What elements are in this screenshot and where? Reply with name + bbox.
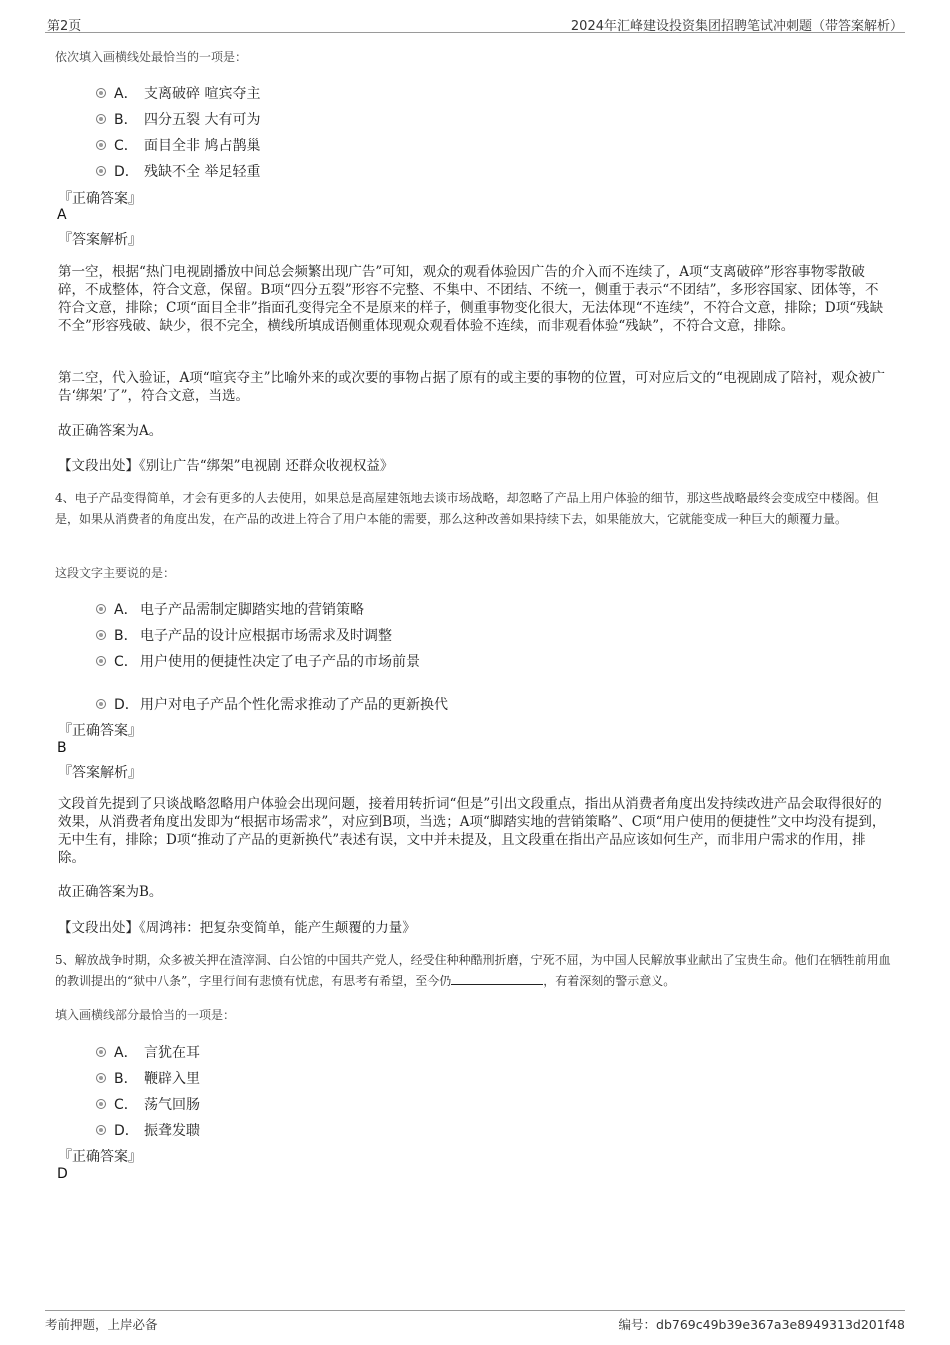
q3-answer-label: 『正确答案』 xyxy=(58,191,142,207)
option-key: C． xyxy=(114,1097,138,1113)
option-key: C． xyxy=(114,138,138,154)
document-code-label: 编号： xyxy=(618,1317,657,1332)
option-text: 残缺不全 举足轻重 xyxy=(144,164,261,180)
page-number: 第2页 xyxy=(47,19,82,34)
option-text: 鞭辟入里 xyxy=(144,1071,200,1087)
q5-stem xyxy=(55,950,897,992)
radio-button-icon[interactable] xyxy=(96,604,106,614)
fill-in-blank xyxy=(451,972,543,985)
q5-prompt: 填入画横线部分最恰当的一项是： xyxy=(55,1008,236,1022)
option-text: 电子产品的设计应根据市场需求及时调整 xyxy=(140,628,392,644)
radio-button-icon[interactable] xyxy=(96,114,106,124)
q3-analysis-label: 『答案解析』 xyxy=(58,232,142,248)
q5-answer-label: 『正确答案』 xyxy=(58,1149,142,1165)
q3-analysis-paragraph-1: 第一空，根据“热门电视剧播放中间总会频繁出现广告”可知，观众的观看体验因广告的介入而不连续了，A项“支离破碎”形容事物零散破碎，不成整体，符合文意，保留。B项“四分五裂”形容不完整、不集中、不团结、不统一，侧重于表示“不团结”，多形容国家、团体等，不符合文意，排除；C项“面目全非”指面孔变得完全不是原来的样子，侧重事物变化很大，无法体现“不连续”，不符合文意，排除；D项“残缺不全”形容残破、缺少，很不完全，横线所填成语侧重体现观众观看体验不连续，而非观看体验“残缺”，不符合文意，排除。 xyxy=(58,264,884,334)
option-key: D． xyxy=(114,164,139,180)
q3-source: 【文段出处】《别让广告“绑架”电视剧 还群众收视权益》 xyxy=(58,458,394,474)
radio-button-icon[interactable] xyxy=(96,1047,106,1057)
option-text: 四分五裂 大有可为 xyxy=(144,112,261,128)
option-key: B． xyxy=(114,1071,138,1087)
q4-analysis-label: 『答案解析』 xyxy=(58,765,142,781)
q5-stem-before-blank: 5、解放战争时期，众多被关押在渣滓洞、白公馆的中国共产党人，经受住种种酷刑折磨，宁死不屈，为中国人民解放事业献出了宝贵生命。他们在牺牲前用血的教训提出的“狱中八条”，字里行间有悲愤有忧虑，有思考有希望，至今仍 xyxy=(55,953,891,988)
radio-button-icon[interactable] xyxy=(96,656,106,666)
option-key: A． xyxy=(114,86,138,102)
radio-button-icon[interactable] xyxy=(96,1073,106,1083)
option-text: 支离破碎 喧宾夺主 xyxy=(144,86,261,102)
option-key: D． xyxy=(114,1123,139,1139)
document-code-value: db769c49b39e367a3e8949313d201f48 xyxy=(656,1317,905,1332)
document-code xyxy=(619,1315,905,1333)
option-text: 电子产品需制定脚踏实地的营销策略 xyxy=(140,602,364,618)
option-key: D． xyxy=(114,697,139,713)
radio-button-icon[interactable] xyxy=(96,1125,106,1135)
option-key: B． xyxy=(114,628,138,644)
q5-stem-after-blank: ，有着深刻的警示意义。 xyxy=(543,974,676,988)
radio-button-icon[interactable] xyxy=(96,140,106,150)
page-footer xyxy=(45,1310,905,1333)
q3-conclusion: 故正确答案为A。 xyxy=(58,423,163,439)
radio-button-icon[interactable] xyxy=(96,166,106,176)
q4-analysis-paragraph: 文段首先提到了只谈战略忽略用户体验会出现问题，接着用转折词“但是”引出文段重点，指出从消费者角度出发持续改进产品会取得很好的效果，从消费者角度出发即为“根据市场需求”，对应到B项，当选；A项“脚踏实地的营销策略”、C项“用户使用的便捷性”文中均没有提到，无中生有，排除；D项“推动了产品的更新换代”表述有误，文中并未提及，且文段重在指出产品应该如何生产，而非用户需求的作用，排除。 xyxy=(58,796,886,866)
option-text: 面目全非 鸠占鹊巢 xyxy=(144,138,261,154)
option-text: 荡气回肠 xyxy=(144,1097,200,1113)
q3-answer: A xyxy=(57,207,67,223)
option-key: A． xyxy=(114,602,138,618)
radio-button-icon[interactable] xyxy=(96,1099,106,1109)
q4-prompt: 这段文字主要说的是： xyxy=(55,566,176,580)
option-key: A． xyxy=(114,1045,138,1061)
option-text: 用户对电子产品个性化需求推动了产品的更新换代 xyxy=(140,697,448,713)
radio-button-icon[interactable] xyxy=(96,699,106,709)
q5-answer: D xyxy=(57,1166,68,1182)
q3-prompt: 依次填入画横线处最恰当的一项是： xyxy=(55,50,248,64)
q4-answer-label: 『正确答案』 xyxy=(58,723,142,739)
q4-source: 【文段出处】《周鸿祎：把复杂变简单，能产生颠覆的力量》 xyxy=(58,920,416,936)
radio-button-icon[interactable] xyxy=(96,630,106,640)
q4-stem: 4、电子产品变得简单，才会有更多的人去使用，如果总是高屋建瓴地去谈市场战略，却忽略了产品上用户体验的细节，那这些战略最终会变成空中楼阁。但是，如果从消费者的角度出发，在产品的改进上符合了用户本能的需要，那么这种改善如果持续下去，如果能放大，它就能变成一种巨大的颠覆力量。 xyxy=(55,491,879,526)
document-title: 2024年汇峰建设投资集团招聘笔试冲刺题（带答案解析） xyxy=(570,19,903,34)
option-key: B． xyxy=(114,112,138,128)
option-text: 用户使用的便捷性决定了电子产品的市场前景 xyxy=(140,654,420,670)
q4-conclusion: 故正确答案为B。 xyxy=(58,884,163,900)
footer-slogan: 考前押题，上岸必备 xyxy=(45,1317,158,1332)
option-key: C． xyxy=(114,654,138,670)
radio-button-icon[interactable] xyxy=(96,88,106,98)
option-text: 振聋发聩 xyxy=(144,1123,200,1139)
q3-analysis-paragraph-2: 第二空，代入验证，A项“喧宾夺主”比喻外来的或次要的事物占据了原有的或主要的事物的位置，可对应后文的“电视剧成了陪衬，观众被广告‘绑架’了”，符合文意，当选。 xyxy=(58,370,885,404)
q4-answer: B xyxy=(57,740,67,756)
option-text: 言犹在耳 xyxy=(144,1045,200,1061)
